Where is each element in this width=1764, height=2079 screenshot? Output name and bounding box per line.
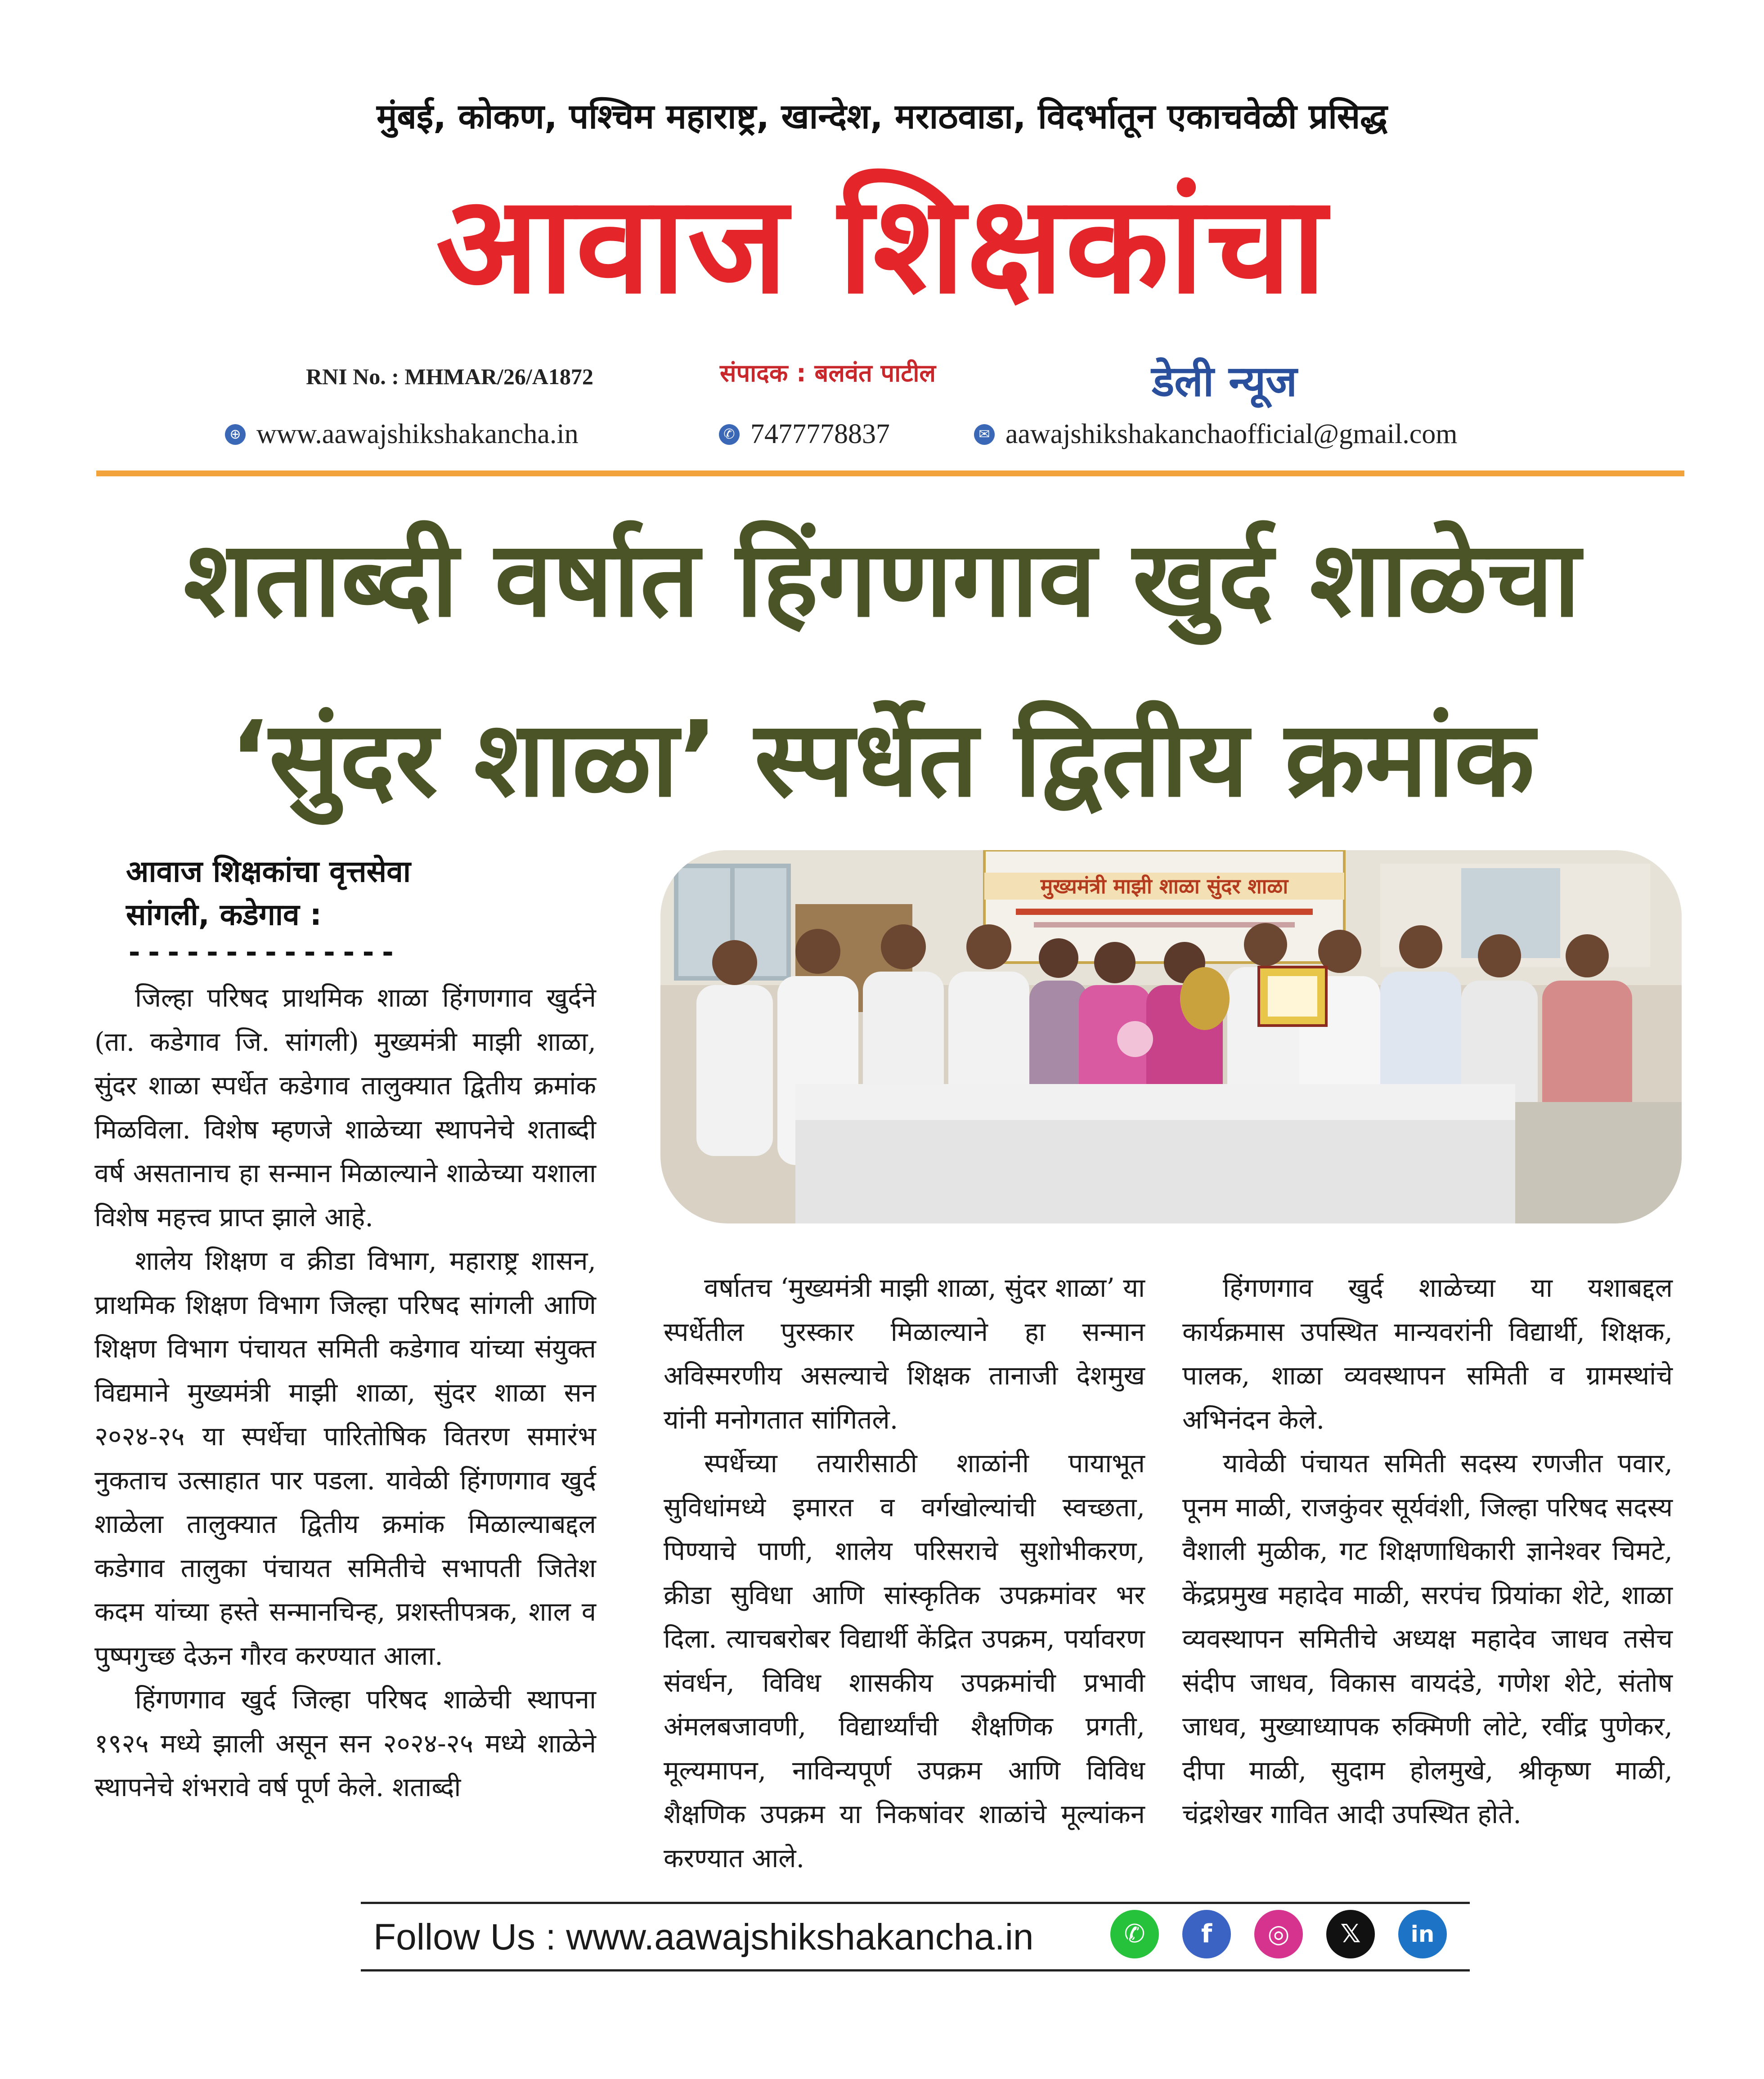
paragraph: वर्षातच ‘मुख्यमंत्री माझी शाळा, सुंदर शाळा’ या स्पर्धेतील पुरस्कार मिळाल्याने हा सन्मान अविस्मरणीय असल्याचे शिक्षक तानाजी देशमुख यांनी मनोगतात सांगितले. <box>664 1272 1145 1435</box>
headline-line-1: शताब्दी वर्षात हिंगणगाव खुर्द शाळेचा <box>184 519 1580 640</box>
phone-icon: ✆ <box>719 424 740 445</box>
byline-separator: -------------- <box>126 936 399 968</box>
globe-icon: ⊕ <box>225 424 246 445</box>
photo-banner-text: मुख्यमंत्री माझी शाळा सुंदर शाळा <box>1040 874 1288 898</box>
paragraph: हिंगणगाव खुर्द जिल्हा परिषद शाळेची स्थापना १९२५ मध्ये झाली असून सन २०२४-२५ मध्ये शाळेने स्थापनेचे शंभरावे वर्ष पूर्ण केले. शताब्दी <box>94 1684 596 1802</box>
paragraph: जिल्हा परिषद प्राथमिक शाळा हिंगणगाव खुर्दने (ता. कडेगाव जि. सांगली) मुख्यमंत्री माझी शाळा, सुंदर शाळा स्पर्धेत कडेगाव तालुक्यात द्वितीय क्रमांक मिळविला. विशेष म्हणजे शाळेच्या स्थापनेचे शताब्दी वर्ष असतानाच हा सन्मान मिळाल्याने शाळेच्या यशाला विशेष महत्त्व प्राप्त झाले आहे. <box>94 982 596 1232</box>
footer-top-rule <box>361 1902 1470 1904</box>
headline-line-2: ‘सुंदर शाळा’ स्पर्धेत द्वितीय क्रमांक <box>229 699 1535 820</box>
whatsapp-icon[interactable]: ✆ <box>1110 1910 1159 1958</box>
x-icon[interactable]: 𝕏 <box>1326 1910 1375 1958</box>
mail-icon: ✉ <box>974 424 995 445</box>
website-text: www.aawajshikshakancha.in <box>256 419 579 449</box>
editor-credit: संपादक : बलवंत पाटील <box>720 359 936 387</box>
masthead-divider <box>96 470 1684 476</box>
award-ceremony-photo <box>660 850 1682 1223</box>
byline <box>126 850 411 936</box>
contact-email[interactable] <box>974 418 1458 450</box>
paragraph: हिंगणगाव खुर्द शाळेच्या या यशाबद्दल कार्यक्रमास उपस्थित मान्यवरांनी विद्यार्थी, शिक्षक, पालक, शाळा व्यवस्थापन समिती व ग्रामस्थांचे अभिनंदन केले. <box>1182 1272 1673 1435</box>
masthead-tagline: मुंबई, कोकण, पश्चिम महाराष्ट्र, खान्देश, मराठवाडा, विदर्भातून एकाचवेळी प्रसिद्ध <box>376 96 1388 136</box>
daily-news-label: डेली न्यूज <box>1152 357 1297 406</box>
follow-us-link[interactable]: Follow Us : www.aawajshikshakancha.in <box>373 1917 1034 1958</box>
article-column-3 <box>1182 1266 1673 1837</box>
footer-bottom-rule <box>361 1969 1470 1971</box>
article-column-1 <box>94 976 596 1810</box>
instagram-icon[interactable]: ◎ <box>1254 1910 1303 1958</box>
byline-agency: आवाज शिक्षकांचा वृत्तसेवा <box>126 854 411 889</box>
article-column-2 <box>664 1266 1145 1880</box>
contact-phone[interactable] <box>719 418 890 450</box>
linkedin-icon[interactable]: in <box>1398 1910 1447 1958</box>
byline-place: सांगली, कडेगाव : <box>126 897 322 932</box>
paragraph: शालेय शिक्षण व क्रीडा विभाग, महाराष्ट्र शासन, प्राथमिक शिक्षण विभाग जिल्हा परिषद सांगली आणि शिक्षण विभाग पंचायत समिती कडेगाव यांच्या संयुक्त विद्यमाने मुख्यमंत्री माझी शाळा, सुंदर शाळा सन २०२४-२५ या स्पर्धेचा पारितोषिक वितरण समारंभ नुकताच उत्साहात पार पडला. यावेळी हिंगणगाव खुर्द शाळेला तालुक्यात द्वितीय क्रमांक मिळाल्याबद्दल कडेगाव तालुका पंचायत समितीचे सभापती जितेश कदम यांच्या हस्ते सन्मानचिन्ह, प्रशस्तीपत्रक, शाल व पुष्पगुच्छ देऊन गौरव करण्यात आला. <box>94 1246 596 1671</box>
contact-website[interactable] <box>225 418 579 450</box>
facebook-icon[interactable]: f <box>1182 1910 1231 1958</box>
rni-number: RNI No. : MHMAR/26/A1872 <box>306 364 593 389</box>
phone-text: 7477778837 <box>750 419 890 449</box>
email-text: aawajshikshakanchaofficial@gmail.com <box>1005 419 1458 449</box>
newspaper-title: आवाज शिक्षकांचा <box>435 166 1329 323</box>
paragraph: स्पर्धेच्या तयारीसाठी शाळांनी पायाभूत सुविधांमध्ये इमारत व वर्गखोल्यांची स्वच्छता, पिण्याचे पाणी, शालेय परिसराचे सुशोभीकरण, क्रीडा सुविधा आणि सांस्कृतिक उपक्रमांवर भर दिला. त्याचबरोबर विद्यार्थी केंद्रित उपक्रम, पर्यावरण संवर्धन, विविध शासकीय उपक्रमांची प्रभावी अंमलबजावणी, विद्यार्थ्यांची शैक्षणिक प्रगती, मूल्यमापन, नाविन्यपूर्ण उपक्रम आणि विविध शैक्षणिक उपक्रम या निकषांवर शाळांचे मूल्यांकन करण्यात आले. <box>664 1448 1145 1873</box>
paragraph: यावेळी पंचायत समिती सदस्य रणजीत पवार, पूनम माळी, राजकुंवर सूर्यवंशी, जिल्हा परिषद सदस्य वैशाली मुळीक, गट शिक्षणाधिकारी ज्ञानेश्वर चिमटे, केंद्रप्रमुख महादेव माळी, सरपंच प्रियांका शेटे, शाळा व्यवस्थापन समितीचे अध्यक्ष महादेव जाधव तसेच संदीप जाधव, विकास वायदंडे, गणेश शेटे, संतोष जाधव, मुख्याध्यापक रुक्मिणी लोटे, रवींद्र पुणेकर, दीपा माळी, सुदाम होलमुखे, श्रीकृष्ण माळी, चंद्रशेखर गावित आदी उपस्थित होते. <box>1182 1448 1673 1829</box>
